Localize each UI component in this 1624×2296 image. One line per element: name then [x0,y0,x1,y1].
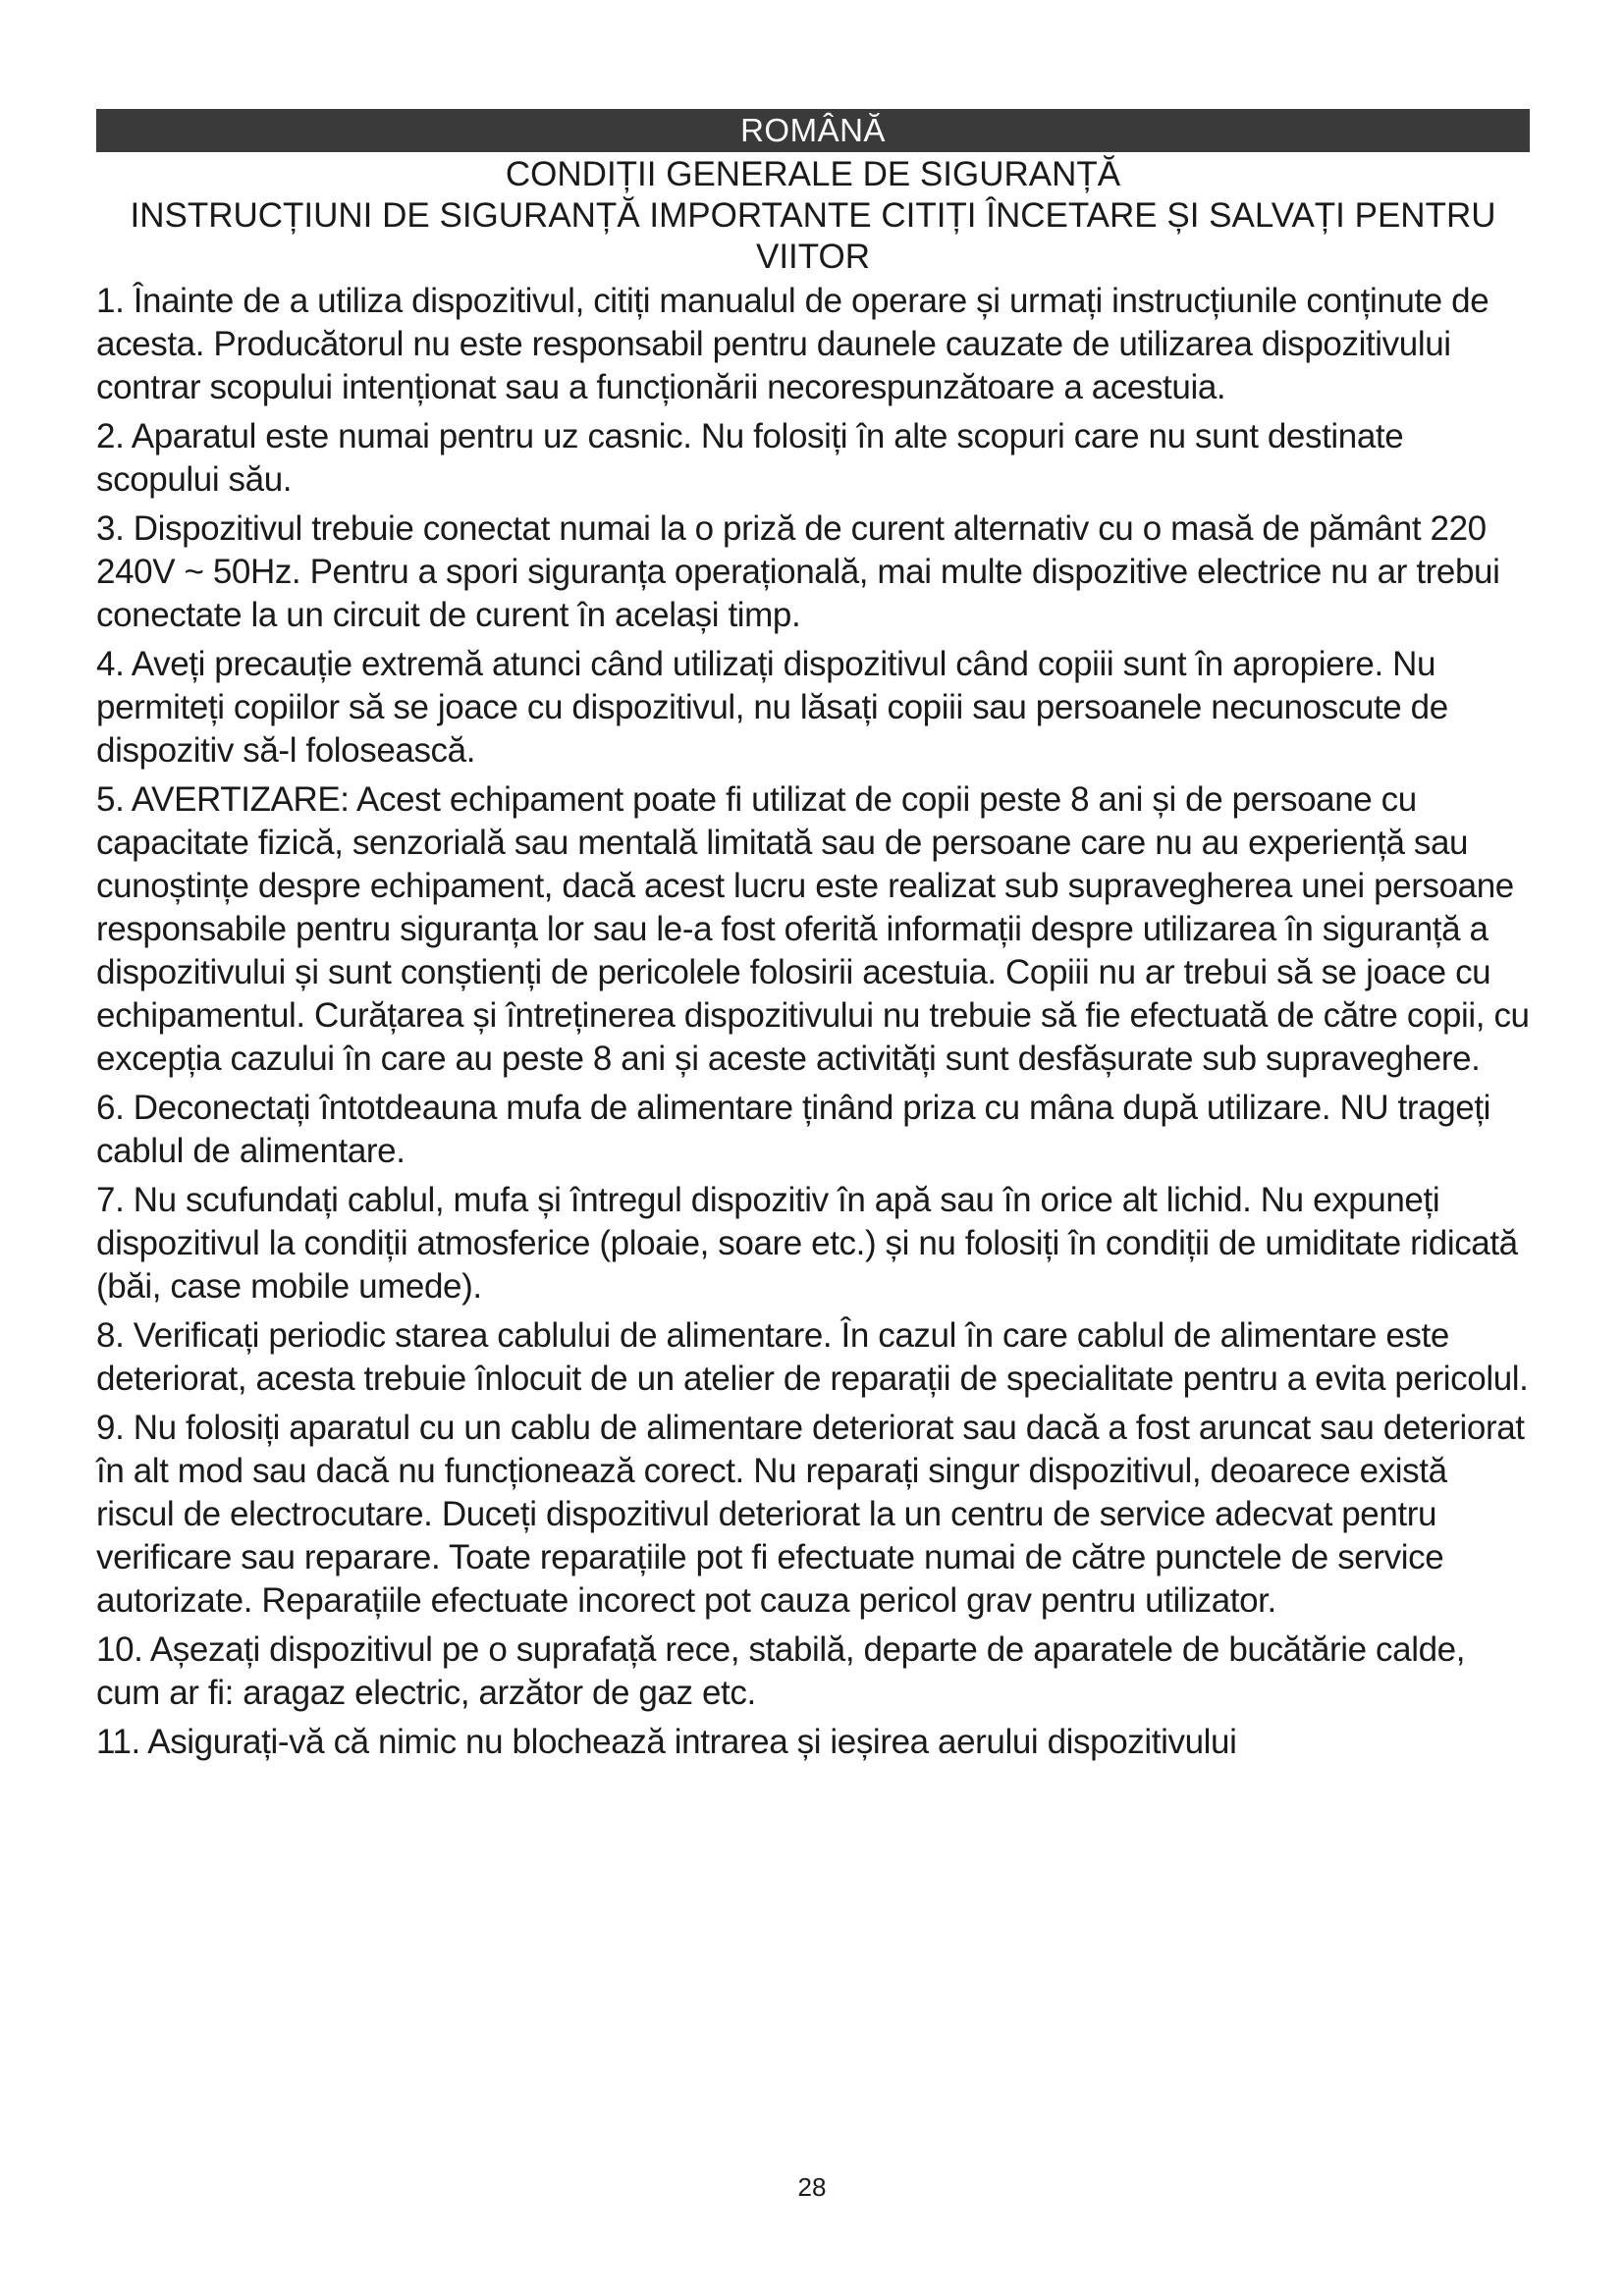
instruction-item-4: 4. Aveți precauție extremă atunci când utilizați dispozitivul când copiii sunt în apropiere. Nu permiteți copiilor să se joace cu dispozitivul, nu lăsați copiii sau persoanele necunoscute de dispozitiv să-l folosească. [96,645,1448,770]
instruction-item-1: 1. Înainte de a utiliza dispozitivul, citiți manualul de operare și urmați instrucțiunile conținute de acesta. Producătorul nu este responsabil pentru daunele cauzate de utilizarea dispozitivului contrar scopului intenționat sau a funcționării necorespunzătoare a acestuia. [96,282,1489,406]
instruction-item-5: 5. AVERTIZARE: Acest echipament poate fi utilizat de copii peste 8 ani și de persoane cu capacitate fizică, senzorială sau mentală limitată sau de persoane care nu au experiență sau cunoștințe despre echipament, dacă acest lucru este realizat sub supravegherea unei persoane responsabile pentru siguranța lor sau le-a fost oferită informații despre utilizarea în siguranță a dispozitivului și sunt conștienți de pericolele folosirii acestuia. Copiii nu ar trebui să se joace cu echipamentul. Curățarea și întreținerea dispozitivului nu trebuie să fie efectuată de către copii, cu excepția cazului în care au peste 8 ani și aceste activități sunt desfășurate sub supraveghere. [96,780,1530,1078]
manual-page [96,109,1530,1770]
instruction-item-6: 6. Deconectați întotdeauna mufa de alimentare ținând priza cu mâna după utilizare. NU trageți cablul de alimentare. [96,1089,1491,1170]
instruction-item-3: 3. Dispozitivul trebuie conectat numai la o priză de curent alternativ cu o masă de pământ 220 240V ~ 50Hz. Pentru a spori siguranța operațională, mai multe dispozitive electrice nu ar trebui conectate la un circuit de curent în același timp. [96,509,1500,634]
page-number: 28 [797,2172,827,2202]
instruction-item-9: 9. Nu folosiți aparatul cu un cablu de alimentare deteriorat sau dacă a fost aruncat sau deteriorat în alt mod sau dacă nu funcționează corect. Nu reparați singur dispozitivul, deoarece există riscul de electrocutare. Duceți dispozitivul deteriorat la un centru de service adecvat pentru verificare sau reparare. Toate reparațiile pot fi efectuate numai de către punctele de service autorizate. Reparațiile efectuate incorect pot cauza pericol grav pentru utilizator. [96,1409,1525,1620]
instruction-item-8: 8. Verificați periodic starea cablului de alimentare. În cazul în care cablul de alimentare este deteriorat, acesta trebuie înlocuit de un atelier de reparații de specialitate pentru a evita pericolul. [96,1316,1529,1398]
instruction-item-10: 10. Așezați dispozitivul pe o suprafață rece, stabilă, departe de aparatele de bucătărie calde, cum ar fi: aragaz electric, arzător de gaz etc. [96,1630,1466,1712]
instruction-item-7: 7. Nu scufundați cablul, mufa și întregul dispozitiv în apă sau în orice alt lichid. Nu expuneți dispozitivul la condiții atmosferice (ploaie, soare etc.) și nu folosiți în condiții de umiditate ridicată (băi, case mobile umede). [96,1181,1518,1306]
safety-instructions-list [96,280,1530,1764]
section-subtitle: INSTRUCȚIUNI DE SIGURANȚĂ IMPORTANTE CITIȚI ÎNCETARE ȘI SALVAȚI PENTRU VIITOR [130,196,1496,276]
language-banner: ROMÂNĂ [96,109,1530,152]
instruction-item-2: 2. Aparatul este numai pentru uz casnic. Nu folosiți în alte scopuri care nu sunt destinate scopului său. [96,417,1404,499]
section-title: CONDIȚII GENERALE DE SIGURANȚĂ [505,155,1121,193]
instruction-item-11: 11. Asigurați-vă că nimic nu blochează intrarea și ieșirea aerului dispozitivului [96,1723,1237,1761]
